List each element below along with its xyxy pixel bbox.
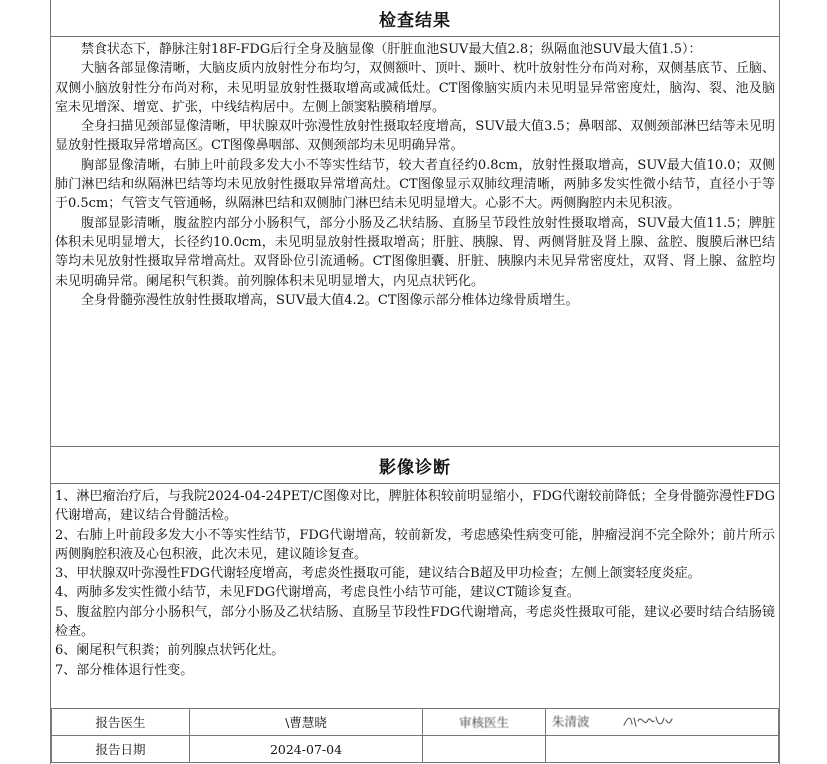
handwritten-signature-icon [622,712,674,733]
findings-paragraph: 全身骨髓弥漫性放射性摄取增高，SUV最大值4.2。CT图像示部分椎体边缘骨质增生。 [81,292,579,308]
diagnosis-item: 4、两肺多发实性微小结节，未见FDG代谢增高，考虑良性小结节可能，建议CT随诊复查。 [55,585,580,601]
report-date-label: 报告日期 [52,736,190,763]
diagnosis-title: 影像诊断 [51,447,779,484]
diagnosis-item: 7、部分椎体退行性变。 [55,662,194,678]
reviewer-cell [546,709,779,736]
findings-paragraph: 全身扫描见颈部显像清晰，甲状腺双叶弥漫性放射性摄取轻度增高，SUV最大值3.5；鼻咽部、双侧颈部淋巴结等未见明显放射性摄取异常增高区。CT图像鼻咽部、双侧颈部均未见明确异常。 [55,119,775,154]
findings-paragraph: 禁食状态下，静脉注射18F-FDG后行全身及脑显像（肝脏血池SUV最大值2.8；纵隔血池SUV最大值1.5）： [81,42,702,57]
report-doctor-value: \曹慧晓 [190,709,423,736]
reviewer-value: 朱清波 [552,713,590,729]
report-sheet [50,0,780,764]
empty-cell [546,736,779,763]
findings-title: 检查结果 [51,0,779,37]
empty-cell [423,736,546,763]
reviewer-label: 审核医生 [423,709,546,736]
diagnosis-item: 3、甲状腺双叶弥漫性FDG代谢轻度增高，考虑炎性摄取可能，建议结合B超及甲功检查；左侧上颌窦轻度炎症。 [55,566,701,582]
diagnosis-item: 6、阑尾积气积粪；前列腺点状钙化灶。 [55,643,285,659]
signature-table [51,708,779,763]
findings-paragraph: 胸部显像清晰，右肺上叶前段多发大小不等实性结节，较大者直径约0.8cm，放射性摄取增高，SUV最大值10.0；双侧肺门淋巴结和纵隔淋巴结等均未见放射性摄取异常增高灶。CT图像显示双肺纹理清晰，两肺多发实性微小结节，直径小于等于0.5cm；气管支气管通畅，纵隔淋巴结和双侧肺门淋巴结未见明显增大。心影不大。两侧胸腔内未见积液。 [55,157,775,212]
findings-paragraph: 大脑各部显像清晰，大脑皮质内放射性分布均匀，双侧额叶、顶叶、颞叶、枕叶放射性分布尚对称，双侧基底节、丘脑、双侧小脑放射性分布尚对称，未见明显放射性摄取增高或减低灶。CT图像脑实质内未见明显异常密度灶，脑沟、裂、池及脑室未见增深、增宽、扩张，中线结构居中。左侧上颌窦粘膜稍增厚。 [55,61,775,115]
diagnosis-item: 1、淋巴瘤治疗后，与我院2024-04-24PET/C图像对比，脾脏体积较前明显缩小，FDG代谢较前降低；全身骨髓弥漫性FDG代谢增高，建议结合骨髓活检。 [55,489,775,524]
signature-row-date [52,736,779,763]
diagnosis-body [51,484,779,709]
diagnosis-item: 2、右肺上叶前段多发大小不等实性结节，FDG代谢增高，较前新发，考虑感染性病变可能，肿瘤浸润不完全除外；前片所示两侧胸腔积液及心包积液，此次未见，建议随诊复查。 [55,527,775,562]
report-doctor-label: 报告医生 [52,709,190,736]
diagnosis-item: 5、腹盆腔内部分小肠积气，部分小肠及乙状结肠、直肠呈节段性FDG代谢增高，考虑炎性摄取可能，建议必要时结合结肠镜检查。 [55,604,775,640]
report-date-value: 2024-07-04 [190,736,423,763]
signature-row-doctors [52,709,779,736]
findings-paragraph: 腹部显影清晰，腹盆腔内部分小肠积气，部分小肠及乙状结肠、直肠呈节段性放射性摄取增高，SUV最大值11.5；脾脏体积未见明显增大，长径约10.0cm，未见明显放射性摄取增高；肝脏、胰腺、胃、两侧肾脏及肾上腺、盆腔、腹膜后淋巴结等均未见放射性摄取异常增高灶。双肾卧位引流通畅。CT图像胆囊、肝脏、胰腺内未见异常密度灶，双肾、肾上腺、盆腔均未见明确异常。阑尾积气积粪。前列腺体积未见明显增大，内见点状钙化。 [55,215,775,289]
findings-body [51,37,779,447]
